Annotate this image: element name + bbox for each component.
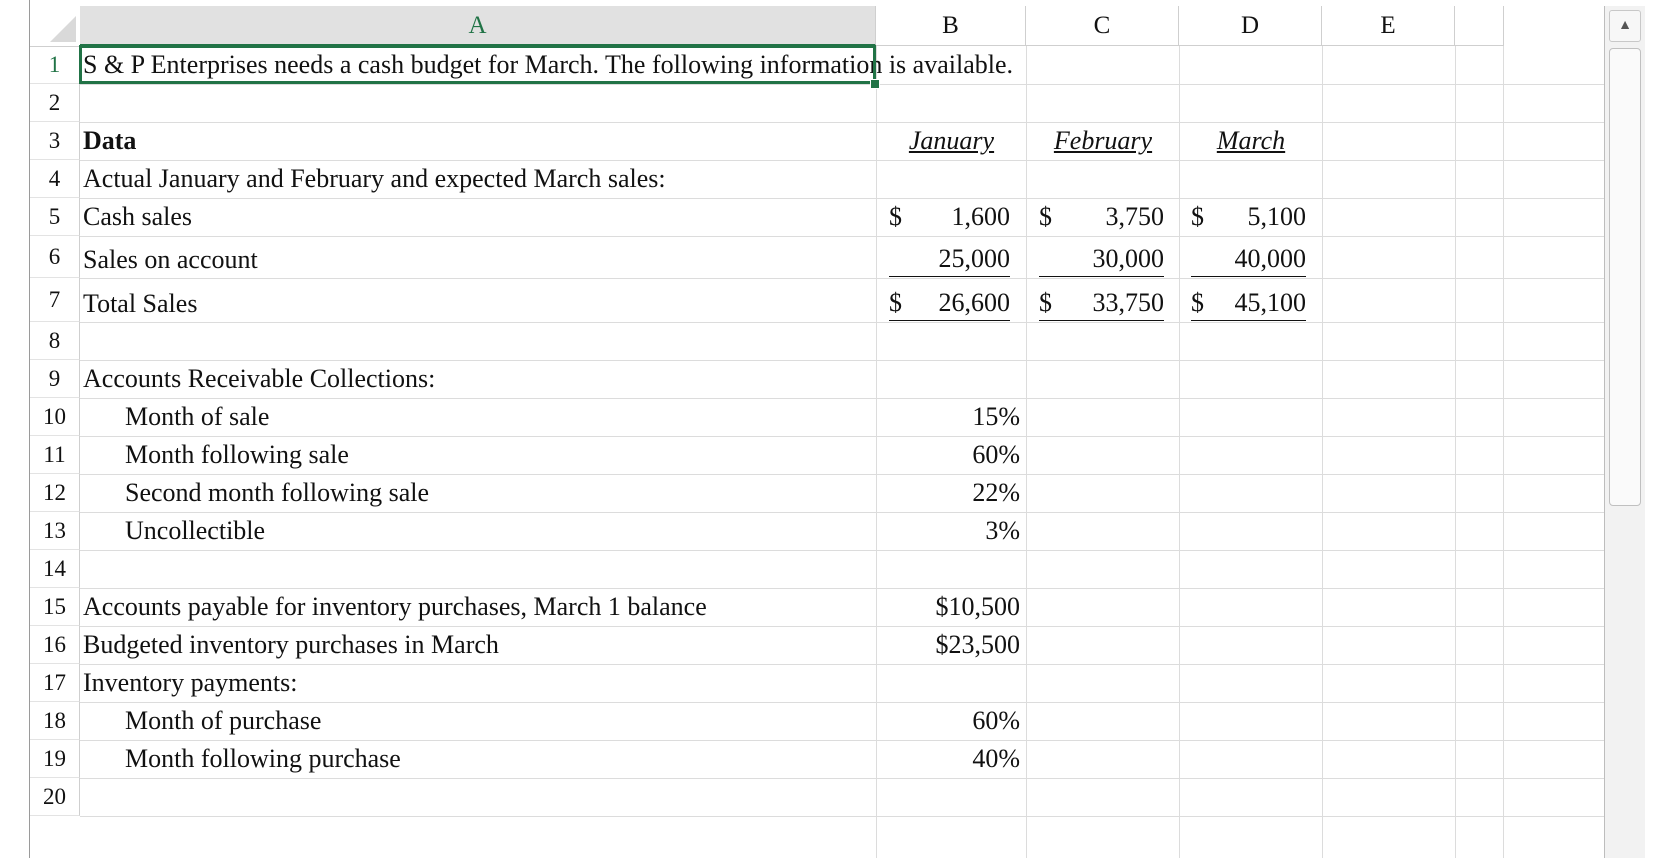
scroll-up-button[interactable]	[1609, 10, 1641, 42]
cell-d3[interactable]: March	[1216, 126, 1286, 155]
column-header-d[interactable]: D	[1179, 6, 1322, 46]
total-sales-january: 26,600	[938, 288, 1010, 317]
column-header-e[interactable]: E	[1322, 6, 1455, 46]
row-header-16[interactable]: 16	[30, 626, 80, 664]
cash-sales-march: 5,100	[1247, 202, 1306, 231]
cell-a13[interactable]: Uncollectible	[125, 516, 266, 545]
gridline	[1026, 46, 1027, 858]
cell-c5[interactable]	[1039, 202, 1164, 234]
cell-d7[interactable]	[1191, 288, 1306, 321]
column-header-f[interactable]	[1455, 6, 1504, 46]
cell-a12[interactable]: Second month following sale	[125, 478, 430, 507]
cell-b13[interactable]: 3%	[985, 516, 1020, 545]
gridline	[80, 398, 1604, 399]
row-header-1[interactable]: 1	[30, 46, 80, 84]
column-header-b[interactable]: B	[876, 6, 1026, 46]
cell-c6[interactable]	[1039, 244, 1164, 277]
cell-d6[interactable]	[1191, 244, 1306, 277]
row-header-9[interactable]: 9	[30, 360, 80, 398]
cell-b10[interactable]: 15%	[972, 402, 1020, 431]
cell-b11[interactable]: 60%	[972, 440, 1020, 469]
currency-symbol: $	[889, 288, 902, 317]
row-header-20[interactable]: 20	[30, 778, 80, 816]
gridline	[80, 122, 1604, 123]
currency-symbol: $	[1191, 202, 1204, 231]
cell-a10[interactable]: Month of sale	[125, 402, 270, 431]
cell-a5[interactable]: Cash sales	[83, 202, 193, 231]
row-header-12[interactable]: 12	[30, 474, 80, 512]
gridline	[80, 278, 1604, 279]
cell-a3[interactable]: Data	[83, 126, 137, 155]
cell-d5[interactable]	[1191, 202, 1306, 234]
active-cell-selection	[79, 45, 876, 84]
gridline	[80, 778, 1604, 779]
vertical-scrollbar[interactable]	[1604, 6, 1645, 858]
currency-symbol: $	[1039, 288, 1052, 317]
gridline	[80, 816, 1604, 817]
gridline	[1455, 46, 1456, 858]
row-header-18[interactable]: 18	[30, 702, 80, 740]
row-header-7[interactable]: 7	[30, 278, 80, 322]
gridline	[1179, 46, 1180, 858]
gridline	[80, 664, 1604, 665]
cash-sales-january: 1,600	[951, 202, 1010, 231]
cell-b3[interactable]: January	[908, 126, 995, 155]
row-header-17[interactable]: 17	[30, 664, 80, 702]
column-header-c[interactable]: C	[1026, 6, 1179, 46]
row-header-2[interactable]: 2	[30, 84, 80, 122]
cell-b5[interactable]	[889, 202, 1010, 234]
triangle-up-icon: ▲	[1618, 18, 1632, 33]
cell-b15[interactable]: $10,500	[935, 592, 1020, 621]
cell-a1[interactable]: S & P Enterprises needs a cash budget for March. The following information is available.	[83, 50, 1013, 79]
row-header-15[interactable]: 15	[30, 588, 80, 626]
row-header-4[interactable]: 4	[30, 160, 80, 198]
gridline	[80, 550, 1604, 551]
row-header-3[interactable]: 3	[30, 122, 80, 160]
gridline	[1503, 46, 1504, 858]
cell-a4[interactable]: Actual January and February and expected March sales:	[83, 164, 666, 193]
cell-a9[interactable]: Accounts Receivable Collections:	[83, 364, 436, 393]
total-sales-march: 45,100	[1234, 288, 1306, 317]
cell-a6[interactable]: Sales on account	[83, 245, 258, 274]
cell-a19[interactable]: Month following purchase	[125, 744, 401, 773]
gridline	[80, 322, 1604, 323]
cash-sales-february: 3,750	[1105, 202, 1164, 231]
currency-symbol: $	[1039, 202, 1052, 231]
row-header-19[interactable]: 19	[30, 740, 80, 778]
select-all-triangle-icon	[50, 16, 76, 42]
row-header-11[interactable]: 11	[30, 436, 80, 474]
row-header-10[interactable]: 10	[30, 398, 80, 436]
column-header-row	[30, 6, 1604, 46]
cell-a11[interactable]: Month following sale	[125, 440, 349, 469]
cell-a16[interactable]: Budgeted inventory purchases in March	[83, 630, 499, 659]
gridline	[80, 84, 1604, 85]
cell-b6[interactable]	[889, 244, 1010, 277]
row-header-8[interactable]: 8	[30, 322, 80, 360]
cell-a7[interactable]: Total Sales	[83, 289, 198, 318]
currency-symbol: $	[889, 202, 902, 231]
column-header-a[interactable]: A	[80, 6, 876, 46]
fill-handle[interactable]	[870, 79, 880, 89]
cell-a18[interactable]: Month of purchase	[125, 706, 322, 735]
account-sales-february: 30,000	[1092, 244, 1164, 273]
gridline	[80, 512, 1604, 513]
cell-b12[interactable]: 22%	[972, 478, 1020, 507]
cell-c3[interactable]: February	[1053, 126, 1153, 155]
row-header-6[interactable]: 6	[30, 236, 80, 278]
total-sales-february: 33,750	[1092, 288, 1164, 317]
row-header-13[interactable]: 13	[30, 512, 80, 550]
cell-b18[interactable]: 60%	[972, 706, 1020, 735]
account-sales-january: 25,000	[938, 244, 1010, 273]
cell-b16[interactable]: $23,500	[935, 630, 1020, 659]
row-header-14[interactable]: 14	[30, 550, 80, 588]
gridline	[80, 236, 1604, 237]
cell-a15[interactable]: Accounts payable for inventory purchases, March 1 balance	[83, 592, 707, 621]
gridline	[1322, 46, 1323, 858]
account-sales-march: 40,000	[1234, 244, 1306, 273]
cell-b19[interactable]: 40%	[972, 744, 1020, 773]
cell-c7[interactable]	[1039, 288, 1164, 321]
cell-b7[interactable]	[889, 288, 1010, 321]
select-all-corner[interactable]	[30, 6, 81, 47]
row-header-5[interactable]: 5	[30, 198, 80, 236]
cell-a17[interactable]: Inventory payments:	[83, 668, 298, 697]
scrollbar-thumb[interactable]	[1609, 48, 1641, 506]
currency-symbol: $	[1191, 288, 1204, 317]
gridline	[80, 198, 1604, 199]
